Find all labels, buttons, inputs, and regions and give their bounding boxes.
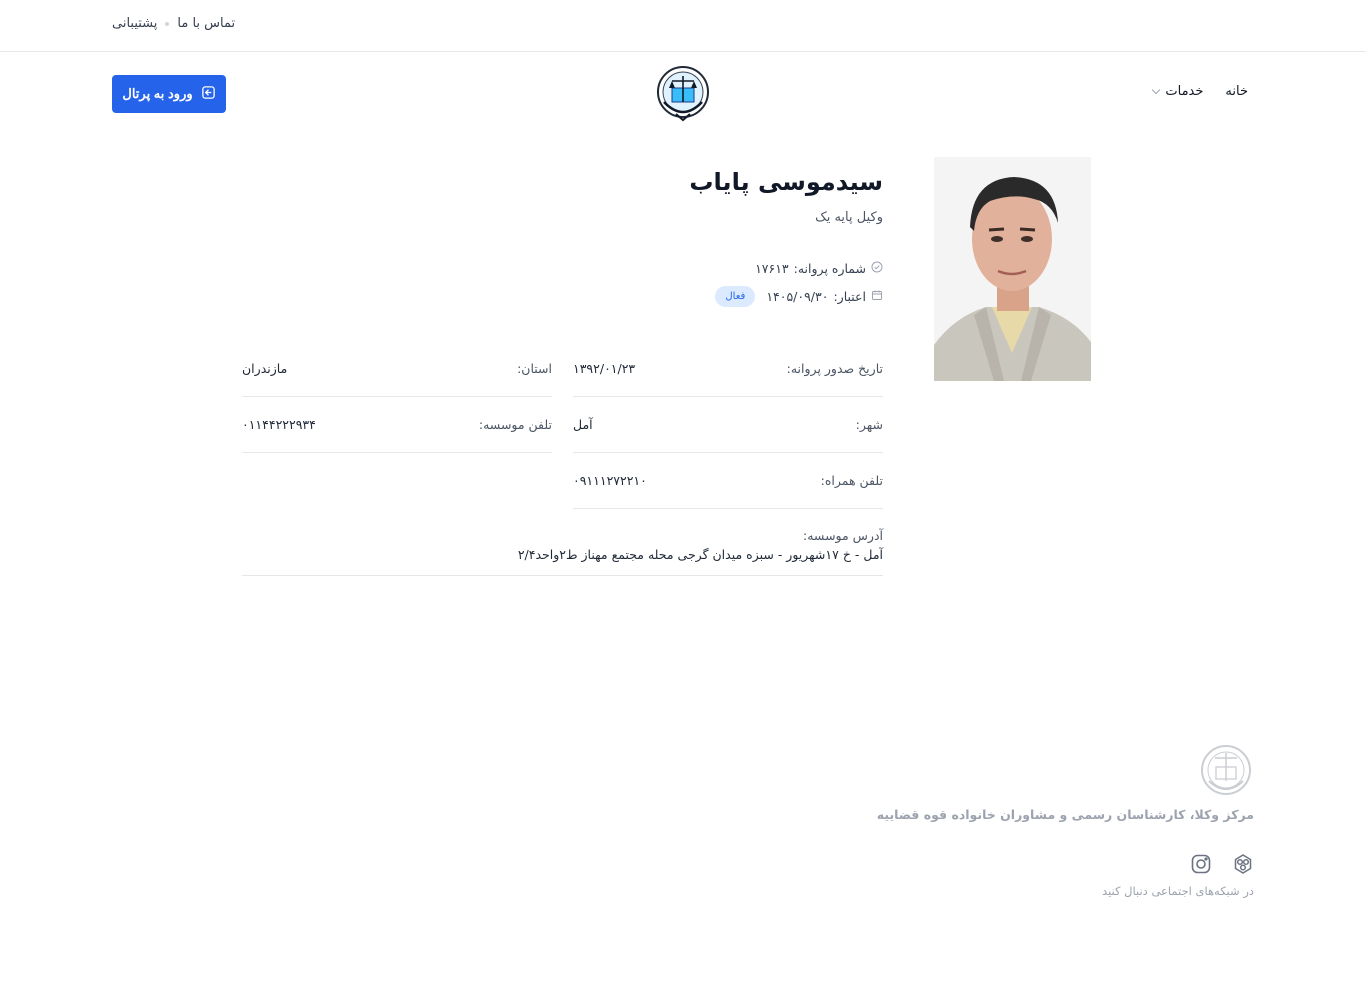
address-label: آدرس موسسه: xyxy=(803,528,883,543)
contact-link[interactable]: تماس با ما xyxy=(177,16,236,31)
field-city xyxy=(573,417,883,453)
main-nav xyxy=(1153,84,1248,99)
issue-date-label: تاریخ صدور پروانه: xyxy=(786,361,883,376)
city-label: شهر: xyxy=(855,417,883,432)
footer-logo xyxy=(1199,743,1253,797)
lawyer-photo xyxy=(934,157,1091,381)
field-province xyxy=(242,361,552,397)
province-label: استان: xyxy=(517,361,552,376)
validity-label: اعتبار: xyxy=(833,289,866,304)
office-phone-label: تلفن موسسه: xyxy=(478,417,552,432)
judiciary-logo[interactable] xyxy=(654,64,712,124)
login-icon xyxy=(201,85,216,103)
mobile-label: تلفن همراه: xyxy=(820,473,883,488)
calendar-icon xyxy=(871,289,883,304)
lawyer-title: وکیل پایه یک xyxy=(815,210,883,225)
top-bar xyxy=(0,0,1366,52)
status-badge: فعال xyxy=(715,286,755,307)
instagram-icon[interactable] xyxy=(1190,853,1212,875)
mobile-value: ۰۹۱۱۱۲۷۲۲۱۰ xyxy=(573,473,647,488)
province-value: مازندران xyxy=(242,361,288,376)
lawyer-name: سیدموسی پایاب xyxy=(689,168,883,196)
portal-login-label: ورود به پرتال xyxy=(122,86,193,101)
rubika-icon[interactable] xyxy=(1232,853,1254,875)
validity-row xyxy=(715,286,883,307)
portal-login-button[interactable] xyxy=(112,75,226,113)
office-phone-value: ۰۱۱۴۴۲۲۲۹۳۴ xyxy=(242,417,316,432)
field-office-phone xyxy=(242,417,552,453)
chevron-down-icon xyxy=(1152,86,1160,94)
check-circle-icon xyxy=(871,261,883,276)
top-links xyxy=(112,16,235,31)
issue-date-value: ۱۳۹۲/۰۱/۲۳ xyxy=(573,361,636,376)
footer-follow-text: در شبکه‌های اجتماعی دنبال کنید xyxy=(1102,884,1254,898)
field-issue-date xyxy=(573,361,883,397)
footer-org-name: مرکز وکلا، کارشناسان رسمی و مشاوران خانواده قوه قضاییه xyxy=(876,807,1254,822)
support-link[interactable]: پشتیبانی xyxy=(112,16,158,31)
social-links xyxy=(1190,853,1254,875)
address-value: آمل - خ ۱۷شهریور - سبزه میدان گرجی محله مجتمع مهناز ط۲واحد۲/۴ xyxy=(517,547,883,562)
separator-dot xyxy=(165,22,169,26)
header xyxy=(0,52,1366,136)
field-mobile xyxy=(573,473,883,509)
nav-services-label: خدمات xyxy=(1165,84,1204,99)
nav-services[interactable] xyxy=(1153,84,1203,99)
license-label: شماره پروانه: xyxy=(793,261,866,276)
validity-value: ۱۴۰۵/۰۹/۳۰ xyxy=(766,289,829,304)
nav-home-label: خانه xyxy=(1225,84,1248,99)
nav-home[interactable] xyxy=(1225,84,1248,99)
license-row xyxy=(755,261,883,276)
city-value: آمل xyxy=(573,417,593,432)
field-address xyxy=(242,528,883,576)
license-value: ۱۷۶۱۳ xyxy=(755,261,789,276)
